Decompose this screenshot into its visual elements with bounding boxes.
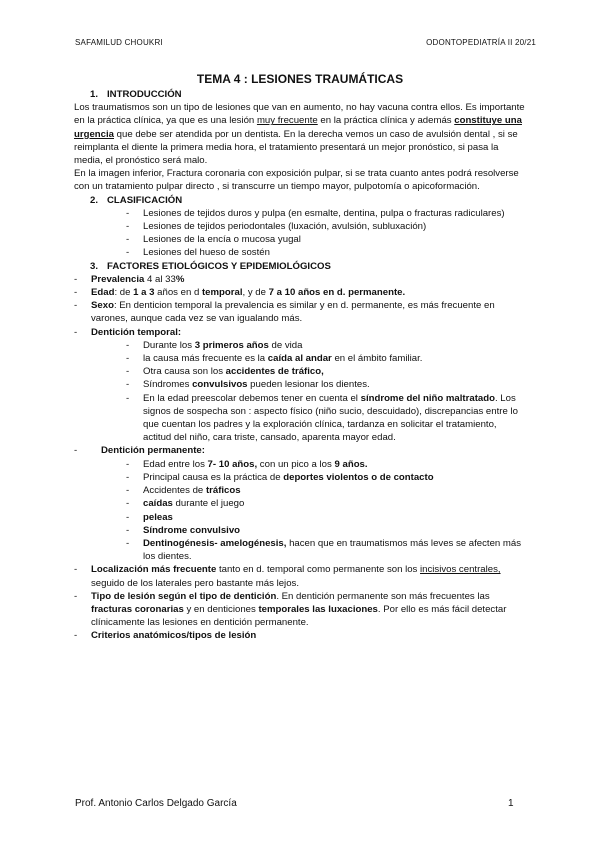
list-item: - Lesiones de tejidos periodontales (luxación, avulsión, subluxación) <box>143 220 526 233</box>
intro-paragraph-2: En la imagen inferior, Fractura coronaria con exposición pulpar, si se trata cuanto antes podrá resolverse con un tratamiento pulpar directo , si transcurre un tiempo mayor, pulpotomía o apicoformación. <box>74 168 519 193</box>
section-heading-clasificacion: 2. CLASIFICACIÓN <box>90 194 183 206</box>
list-item: - Durante los 3 primeros años de vida <box>143 339 526 352</box>
age-item: - Edad: de 1 a 3 años en d temporal, y de 7 a 10 años en d. permanente. <box>91 286 526 299</box>
list-item: - Lesiones del hueso de sostén <box>143 246 526 259</box>
list-item: - Lesiones de la encía o mucosa yugal <box>143 233 526 246</box>
temporal-dentition-list <box>91 339 526 445</box>
section-heading-factores: 3. FACTORES ETIOLÓGICOS Y EPIDEMIOLÓGICOS <box>90 260 331 272</box>
temporal-dentition-item <box>91 326 526 445</box>
list-item: - Síndromes convulsivos pueden lesionar los dientes. <box>143 378 526 391</box>
list-item: - En la edad preescolar debemos tener en cuenta el síndrome del niño maltratado. Los signos de sospecha son : aspecto físico (niño sucio, descuidado), discrepancias entre lo que cuentan los padres y la exploración clínica, tardanza en solicitar el tratamiento, actitud del niño, cara triste, cansado, aparenta mayor edad. <box>143 392 526 445</box>
sex-item: - Sexo: En denticion temporal la prevalencia es similar y en d. permanente, es más frecuente en varones, aunque cada vez se van igualando más. <box>91 299 526 325</box>
location-item: - Localización más frecuente tanto en d. temporal como permanente son los incisivos centrales, seguido de los laterales pero bastante más lejos. <box>91 563 526 589</box>
page-number: 1 <box>508 798 514 809</box>
section-heading-introduccion: 1. INTRODUCCIÓN <box>90 89 182 100</box>
temporal-dentition-label: Dentición temporal: <box>91 326 182 338</box>
header-course: ODONTOPEDIATRÍA II 20/21 <box>426 38 536 47</box>
header-author: SAFAMILUD CHOUKRI <box>75 38 163 47</box>
list-item: - Edad entre los 7- 10 años, con un pico a los 9 años. <box>143 458 526 471</box>
criteria-item: - Criterios anatómicos/tipos de lesión <box>91 629 526 642</box>
factors-list <box>74 273 526 643</box>
permanent-dentition-list <box>91 458 526 564</box>
list-item: - Accidentes de tráficos <box>143 484 526 497</box>
list-item: - caídas durante el juego <box>143 497 526 510</box>
lesion-type-item: - Tipo de lesión según el tipo de dentición. En dentición permanente son más frecuentes las fracturas coronarias y en denticiones temporales las luxaciones. Por ello es más fácil detectar clínicamente las lesiones en dentición permanente. <box>91 590 526 630</box>
list-item: - Síndrome convulsivo <box>143 524 526 537</box>
list-item: - Otra causa son los accidentes de tráfico, <box>143 365 526 378</box>
classification-list <box>74 207 526 260</box>
list-item: - Lesiones de tejidos duros y pulpa (en esmalte, dentina, pulpa o fracturas radiculares) <box>143 207 526 220</box>
list-item: - Principal causa es la práctica de deportes violentos o de contacto <box>143 471 526 484</box>
footer-professor: Prof. Antonio Carlos Delgado García <box>75 798 237 809</box>
list-item: - Dentinogénesis- amelogénesis, hacen que en traumatismos más leves se afecten más los dientes. <box>143 537 526 563</box>
permanent-dentition-label: Dentición permanente: <box>101 445 205 457</box>
permanent-dentition-item <box>91 444 526 563</box>
list-item: - peleas <box>143 511 526 524</box>
page-title: TEMA 4 : LESIONES TRAUMÁTICAS <box>196 72 404 86</box>
document-body <box>74 72 526 643</box>
list-item: - la causa más frecuente es la caída al andar en el ámbito familiar. <box>143 352 526 365</box>
prevalence-item: - Prevalencia 4 al 33% <box>91 273 526 286</box>
intro-paragraph-1: Los traumatismos son un tipo de lesiones que van en aumento, no hay vacuna contra ellos. Es importante en la práctica clínica, ya que es una lesión muy frecuente en la práctica clínica y además constituye una urgencia que debe ser atendida por un dentista. En la derecha vemos un caso de avulsión dental , si se reimplanta el diente la primera media hora, el tratamiento presentará un mejor pronóstico, si pasa la media, el pronóstico será malo. <box>74 102 525 167</box>
